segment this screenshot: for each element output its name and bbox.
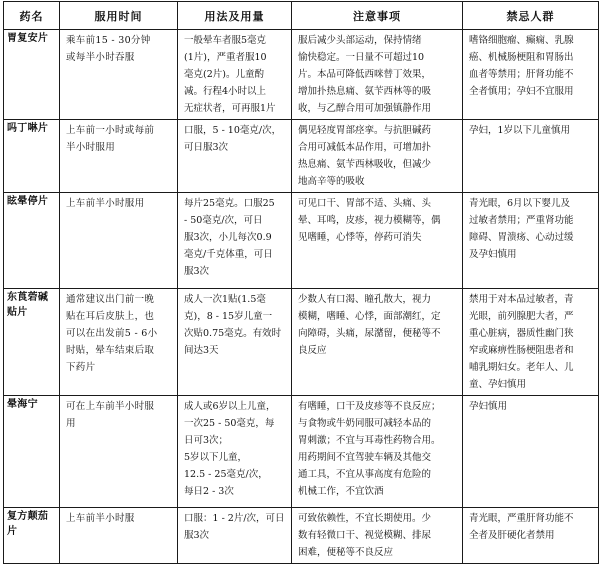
header-row — [4, 2, 599, 30]
dosage-cell: 一般晕车者服5毫克 (1片)，严重者服10 毫克(2片)。儿童酌 减。行程4小时以上 无症状者，可再服1片 — [178, 30, 292, 120]
timing-cell: 上车前半小时服 — [60, 508, 178, 564]
dosage-cell: 口服：1 - 2片/次，可日 服3次 — [178, 508, 292, 564]
timing-cell: 乘车前15 - 30分钟 或每半小时吞服 — [60, 30, 178, 120]
drug-table — [3, 1, 599, 564]
table-row — [4, 193, 599, 289]
dosage-cell: 成人或6岁以上儿童， 一次25 - 50毫克，每 日可3次； 5岁以下儿童， 12.5 - 25毫克/次， 每日2 - 3次 — [178, 396, 292, 508]
drug-name: 胃复安片 — [4, 30, 60, 120]
timing-cell: 可在上车前半小时服 用 — [60, 396, 178, 508]
table-row — [4, 396, 599, 508]
timing-cell: 上车前一小时或每前 半小时服用 — [60, 120, 178, 193]
dosage-cell: 口服，5 - 10毫克/次， 可日服3次 — [178, 120, 292, 193]
table-row — [4, 30, 599, 120]
contraindications-cell: 禁用于对本品过敏者，青 光眼，前列腺肥大者，严 重心脏病，器质性幽门狭 窄或麻痹性肠梗阻患者和 哺乳期妇女。老年人、儿 童、孕妇慎用 — [463, 289, 599, 396]
header-contraindications: 禁忌人群 — [463, 2, 599, 30]
notes-cell: 可致依赖性，不宜长期使用。少 数有轻微口干、视觉模糊、排尿 困难，便秘等不良反应 — [292, 508, 463, 564]
notes-cell: 少数人有口渴、瞳孔散大，视力 模糊，嗜睡、心悸，面部潮红，定 向障碍，头痛，尿潴留，便秘等不 良反应 — [292, 289, 463, 396]
header-timing: 服用时间 — [60, 2, 178, 30]
notes-cell: 服后减少头部运动，保持情绪 愉快稳定。一日量不可超过10 片。本品可降低西咪替丁效果， 增加扑热息痛、氨苄西林等的吸 收，与乙醇合用可加强镇静作用 — [292, 30, 463, 120]
notes-cell: 可见口干、胃部不适、头痛、头 晕、耳鸣，皮疹，视力模糊等，偶 见嗜睡，心悸等，停药可消失 — [292, 193, 463, 289]
notes-cell: 偶见轻度胃部痉挛。与抗胆碱药 合用可减低本品作用，可增加扑 热息痛、氨苄西林吸收，但减少 地高辛等的吸收 — [292, 120, 463, 193]
header-name: 药名 — [4, 2, 60, 30]
table-row — [4, 289, 599, 396]
timing-cell: 上车前半小时服用 — [60, 193, 178, 289]
timing-cell: 通常建议出门前一晚 贴在耳后皮肤上，也 可以在出发前5 - 6小 时贴，晕车结束后取 下药片 — [60, 289, 178, 396]
contraindications-cell: 嗜铬细胞瘤、癫痫、乳腺 癌、机械肠梗阻和胃肠出 血者等禁用；肝肾功能不 全者慎用；孕妇不宜服用 — [463, 30, 599, 120]
contraindications-cell: 青光眼，严重肝肾功能不 全者及肝硬化者禁用 — [463, 508, 599, 564]
dosage-cell: 每片25毫克。口服25 - 50毫克/次，可日 服3次，小儿每次0.9 毫克/千克体重，可日 服3次 — [178, 193, 292, 289]
table-row — [4, 120, 599, 193]
contraindications-cell: 孕妇，1岁以下儿童慎用 — [463, 120, 599, 193]
drug-name: 东莨菪碱 贴片 — [4, 289, 60, 396]
drug-name: 复方颠茄片 — [4, 508, 60, 564]
table-row — [4, 508, 599, 564]
drug-name: 吗丁啉片 — [4, 120, 60, 193]
drug-name: 晕海宁 — [4, 396, 60, 508]
header-notes: 注意事项 — [292, 2, 463, 30]
contraindications-cell: 青光眼，6月以下婴儿及 过敏者禁用；严重肾功能 障碍、胃溃疡、心动过缓 及孕妇慎用 — [463, 193, 599, 289]
drug-name: 眩晕停片 — [4, 193, 60, 289]
notes-cell: 有嗜睡，口干及皮疹等不良反应； 与食物或牛奶同服可减轻本品的 胃刺激；不宜与耳毒性药物合用。 用药期间不宜驾驶车辆及其他交 通工具，不宜从事高度有危险的 机械工作，不宜饮酒 — [292, 396, 463, 508]
header-dosage: 用法及用量 — [178, 2, 292, 30]
dosage-cell: 成人一次1贴(1.5毫 克)，8 - 15岁儿童一 次贴0.75毫克。有效时 间达3天 — [178, 289, 292, 396]
contraindications-cell: 孕妇慎用 — [463, 396, 599, 508]
